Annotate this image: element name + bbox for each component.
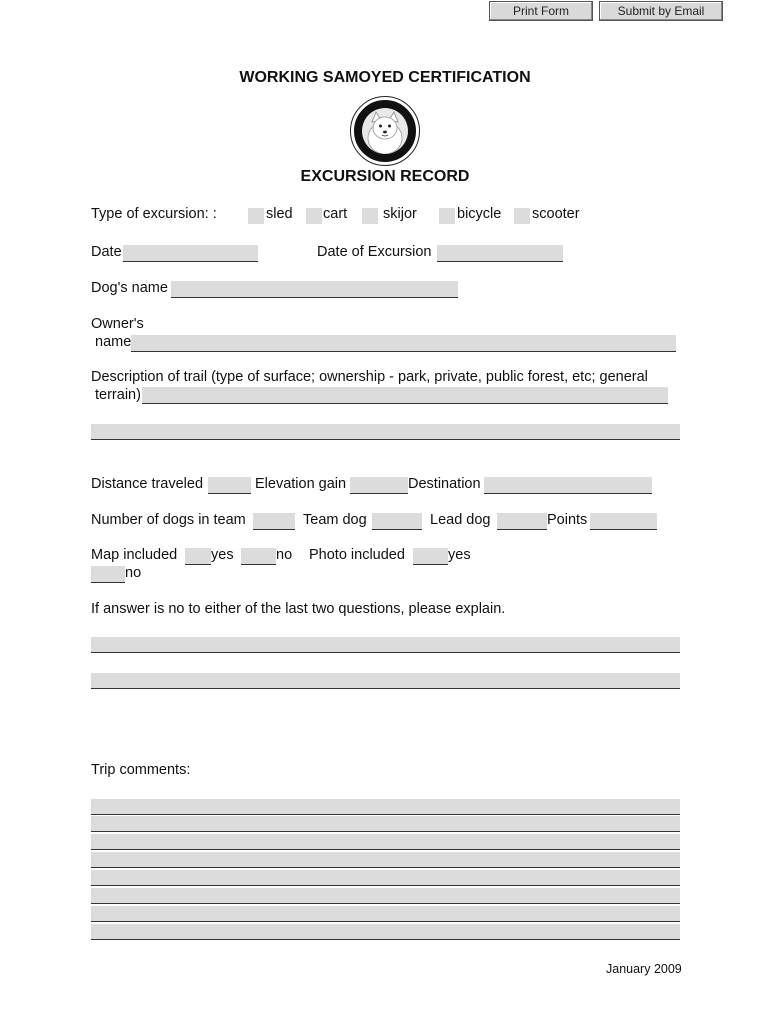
trip-comments-line-5[interactable] [91, 870, 680, 886]
destination-field[interactable] [484, 477, 652, 494]
date-of-excursion-label: Date of Excursion [317, 244, 432, 260]
owners-name-label-line2: name [95, 334, 132, 350]
points-field[interactable] [590, 513, 657, 530]
trail-description-field-2[interactable] [91, 424, 680, 440]
points-label: Points [547, 512, 588, 528]
form-subtitle: EXCURSION RECORD [300, 168, 470, 185]
photo-yes-field[interactable] [413, 548, 448, 565]
submit-by-email-button[interactable]: Submit by Email [599, 1, 723, 21]
trip-comments-line-2[interactable] [91, 816, 680, 832]
dogs-name-field[interactable] [171, 281, 458, 298]
team-dog-label: Team dog [303, 512, 367, 528]
photo-no-label: no [125, 565, 142, 581]
sled-checkbox[interactable] [248, 208, 264, 224]
scooter-label: scooter [532, 206, 580, 222]
trip-comments-line-3[interactable] [91, 834, 680, 850]
sled-label: sled [266, 206, 293, 222]
date-field[interactable] [123, 245, 258, 262]
scooter-checkbox[interactable] [514, 208, 530, 224]
map-no-field[interactable] [241, 548, 276, 565]
map-yes-label: yes [211, 547, 234, 563]
destination-label: Destination [408, 476, 481, 492]
trail-description-label-line1: Description of trail (type of surface; ownership - park, private, public forest, etc; general [91, 369, 648, 385]
explain-field-1[interactable] [91, 637, 680, 653]
explain-field-2[interactable] [91, 673, 680, 689]
date-label: Date [91, 244, 122, 260]
lead-dog-label: Lead dog [430, 512, 491, 528]
number-of-dogs-label: Number of dogs in team [91, 512, 246, 528]
photo-included-label: Photo included [309, 547, 405, 563]
map-yes-field[interactable] [185, 548, 211, 565]
print-form-button[interactable]: Print Form [489, 1, 593, 21]
elevation-gain-label: Elevation gain [255, 476, 347, 492]
page-title: WORKING SAMOYED CERTIFICATION [239, 69, 531, 86]
number-of-dogs-field[interactable] [253, 513, 295, 530]
photo-no-field[interactable] [91, 566, 125, 583]
map-no-label: no [276, 547, 293, 563]
dogs-name-label: Dog's name [91, 280, 168, 296]
cart-checkbox[interactable] [306, 208, 322, 224]
explain-instruction: If answer is no to either of the last two questions, please explain. [91, 601, 506, 617]
elevation-gain-field[interactable] [350, 477, 408, 494]
bicycle-checkbox[interactable] [439, 208, 455, 224]
excursion-type-label: Type of excursion: : [91, 206, 217, 222]
trail-description-label-line2: terrain) [95, 387, 141, 403]
distance-traveled-field[interactable] [208, 477, 251, 494]
owners-name-label-line1: Owner's [91, 316, 144, 332]
trail-description-field[interactable] [142, 387, 668, 404]
map-included-label: Map included [91, 547, 178, 563]
bicycle-label: bicycle [457, 206, 502, 222]
skijor-label: skijor [383, 206, 417, 222]
date-of-excursion-field[interactable] [437, 245, 563, 262]
lead-dog-field[interactable] [497, 513, 547, 530]
owners-name-field[interactable] [131, 335, 676, 352]
cart-label: cart [323, 206, 348, 222]
trip-comments-line-4[interactable] [91, 852, 680, 868]
trip-comments-line-6[interactable] [91, 888, 680, 904]
trip-comments-line-8[interactable] [91, 924, 680, 940]
trip-comments-line-7[interactable] [91, 906, 680, 922]
team-dog-field[interactable] [372, 513, 422, 530]
trip-comments-label: Trip comments: [91, 762, 191, 778]
skijor-checkbox[interactable] [362, 208, 378, 224]
distance-traveled-label: Distance traveled [91, 476, 204, 492]
footer-date: January 2009 [606, 962, 682, 976]
photo-yes-label: yes [448, 547, 471, 563]
samoyed-logo [351, 97, 419, 165]
trip-comments-line-1[interactable] [91, 799, 680, 815]
